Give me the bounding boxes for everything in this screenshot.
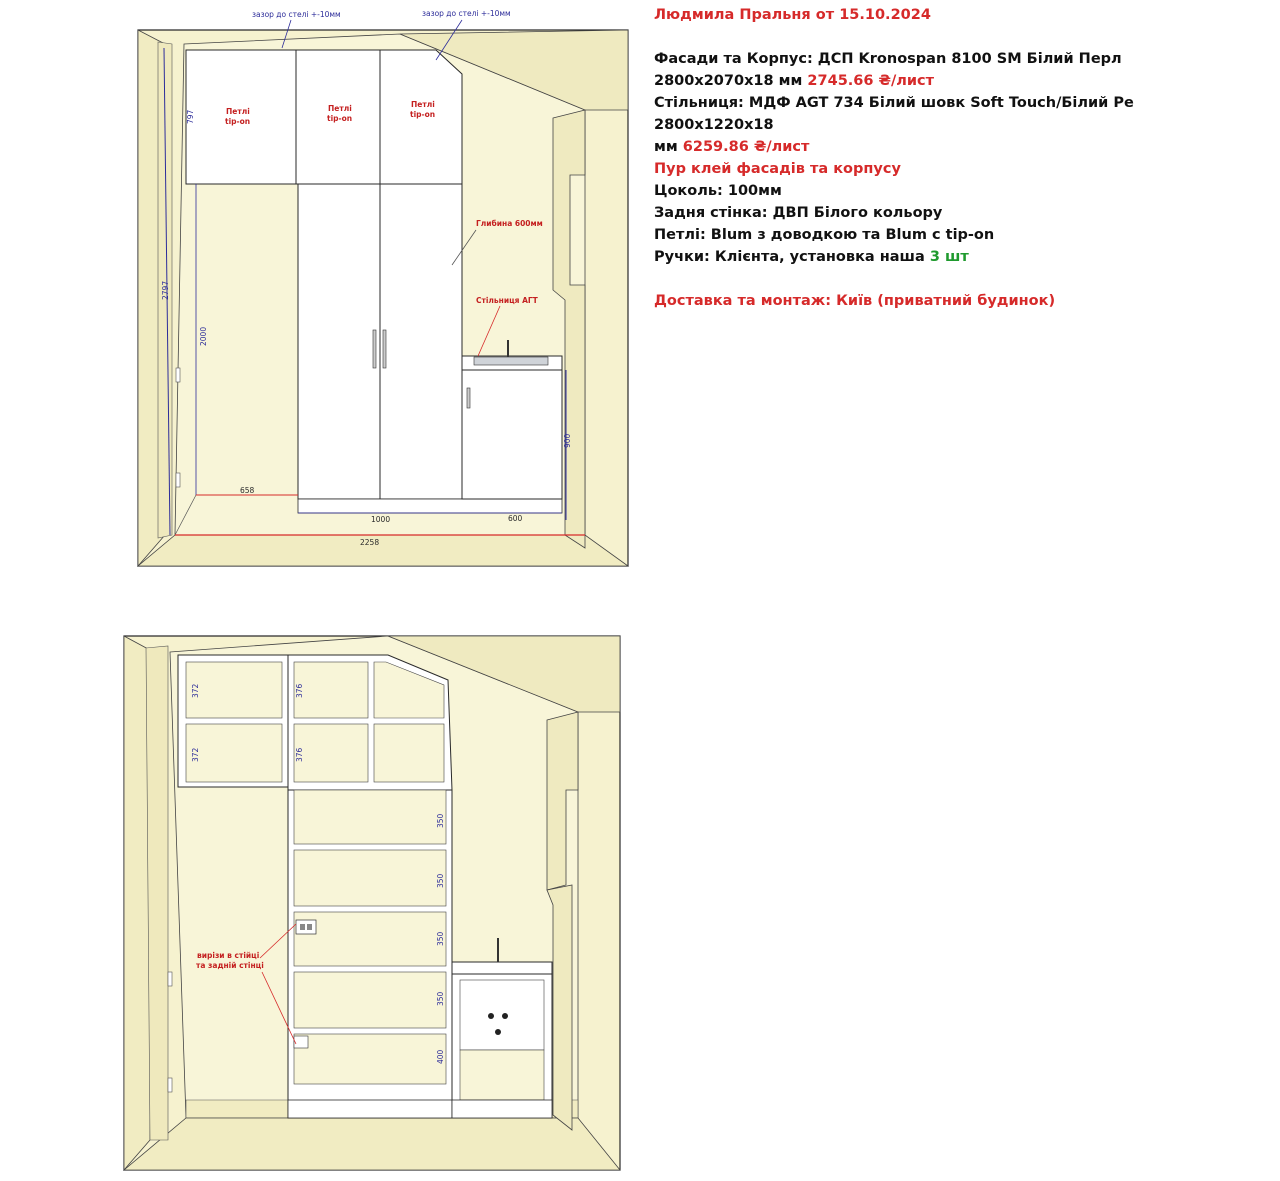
spec-panel (654, 4, 1254, 312)
spec-countertop-price-line (654, 136, 1254, 158)
bottom-countertop (452, 962, 552, 974)
label-cutout-line2: та задній стінці (196, 961, 264, 970)
dim-2258: 2258 (360, 538, 380, 547)
dim-372-a: 372 (191, 683, 200, 698)
bottom-pipe-hole-2 (502, 1013, 508, 1019)
spec-countertop-price: 6259.86 ₴/лист (682, 139, 810, 155)
bottom-socket-1 (168, 972, 172, 986)
spec-countertop-unit: мм (654, 139, 678, 155)
top-handle-1 (373, 330, 376, 368)
spec-title: Людмила Пральня от 15.10.2024 (654, 7, 931, 23)
spec-countertop-line (654, 92, 1254, 136)
spec-handles-line (654, 246, 1254, 268)
dim-400: 400 (436, 1049, 445, 1064)
top-socket-2 (176, 473, 180, 487)
bottom-tall-plinth (288, 1100, 452, 1118)
spec-delivery-line (654, 290, 1254, 312)
dim-600: 600 (508, 514, 523, 523)
bottom-pipe-hole-3 (495, 1029, 501, 1035)
dim-2797: 2797 (161, 280, 170, 300)
label-cutout-line1: вирізи в стійці (197, 951, 260, 960)
label-countertop: Стільниця АГТ (476, 296, 538, 305)
top-tall-door-right (380, 184, 462, 499)
bottom-pipe-cutout (294, 1036, 308, 1048)
dim-658: 658 (240, 486, 255, 495)
bottom-sink-cabinet-inner (460, 980, 544, 1050)
spec-facades-line (654, 48, 1254, 70)
spec-facades-label: Фасади та Корпус: ДСП Kronospan 8100 SM Білий Перл (654, 51, 1122, 67)
spec-handles-label: Ручки: Клієнта, установка наша (654, 249, 925, 265)
spec-hinges: Петлі: Blum з доводкою та Blum с tip-on (654, 227, 995, 243)
bottom-left-wall (124, 636, 150, 1170)
spec-handles-count: 3 шт (929, 249, 969, 265)
top-tall-door-left (298, 184, 380, 499)
spec-facades-size: 2800x2070x18 мм (654, 73, 803, 89)
spec-glue: Пур клей фасадів та корпусу (654, 161, 901, 177)
dim-376-a: 376 (295, 683, 304, 698)
top-handle-3 (467, 388, 470, 408)
bottom-upper-left-cell-1 (186, 662, 282, 718)
dim-2000: 2000 (199, 326, 208, 346)
bottom-outlet-socket-1 (300, 924, 305, 930)
label-hinges-type-1: tip-on (225, 117, 251, 126)
top-socket-1 (176, 368, 180, 382)
top-sink-door (462, 370, 562, 499)
bottom-floor (124, 1118, 620, 1170)
spec-delivery-label: Доставка та монтаж: (654, 293, 831, 309)
bottom-shelf-cell-5 (294, 1034, 446, 1084)
label-hinges-2: Петлі (328, 104, 352, 113)
bottom-shelf-cell-3 (294, 912, 446, 966)
top-sink (474, 357, 548, 365)
label-hinges-1: Петлі (226, 107, 250, 116)
bottom-shelf-cell-2 (294, 850, 446, 906)
dim-350-c: 350 (436, 931, 445, 946)
label-depth: Глибина 600мм (476, 219, 543, 228)
spec-countertop-label: Стільниця: МДФ AGT 734 Білий шовк Soft Touch/Білий Ре 2800x1220x18 (654, 95, 1134, 133)
spec-facades-size-line (654, 70, 1254, 92)
label-ceiling-gap-left: зазор до стелі +-10мм (252, 10, 341, 19)
label-ceiling-gap-right: зазор до стелі +-10мм (422, 9, 511, 18)
dim-372-b: 372 (191, 747, 200, 762)
spec-plinth: Цоколь: 100мм (654, 183, 782, 199)
bottom-sink-cabinet-back (460, 1050, 544, 1100)
label-hinges-type-3: tip-on (410, 110, 436, 119)
dim-1000: 1000 (371, 515, 391, 524)
bottom-upper-cell-a (294, 662, 368, 718)
dim-350-a: 350 (436, 813, 445, 828)
bottom-left-column (146, 646, 168, 1140)
bottom-outlet-socket-2 (307, 924, 312, 930)
top-drawing (138, 9, 628, 566)
bottom-upper-cell-d (374, 724, 444, 782)
top-plinth (298, 499, 562, 513)
dim-797: 797 (186, 109, 195, 124)
bottom-shelf-cell-4 (294, 972, 446, 1028)
spec-back-wall: Задня стінка: ДВП Білого кольору (654, 205, 943, 221)
bottom-socket-2 (168, 1078, 172, 1092)
bottom-shelf-cell-1 (294, 790, 446, 844)
label-hinges-type-2: tip-on (327, 114, 353, 123)
bottom-pipe-hole-1 (488, 1013, 494, 1019)
dim-900: 900 (563, 433, 572, 448)
bottom-upper-cell-c (294, 724, 368, 782)
top-handle-2 (383, 330, 386, 368)
spec-delivery-value: Київ (приватний будинок) (836, 293, 1056, 309)
top-floor (138, 535, 628, 566)
bottom-upper-left-cell-2 (186, 724, 282, 782)
label-hinges-3: Петлі (411, 100, 435, 109)
bottom-outlet-cutout (296, 920, 316, 934)
bottom-drawing (124, 636, 620, 1170)
bottom-sink-plinth (452, 1100, 552, 1118)
spec-spacer (654, 268, 1254, 290)
dim-350-d: 350 (436, 991, 445, 1006)
spec-facades-price: 2745.66 ₴/лист (807, 73, 935, 89)
dim-350-b: 350 (436, 873, 445, 888)
dim-376-b: 376 (295, 747, 304, 762)
